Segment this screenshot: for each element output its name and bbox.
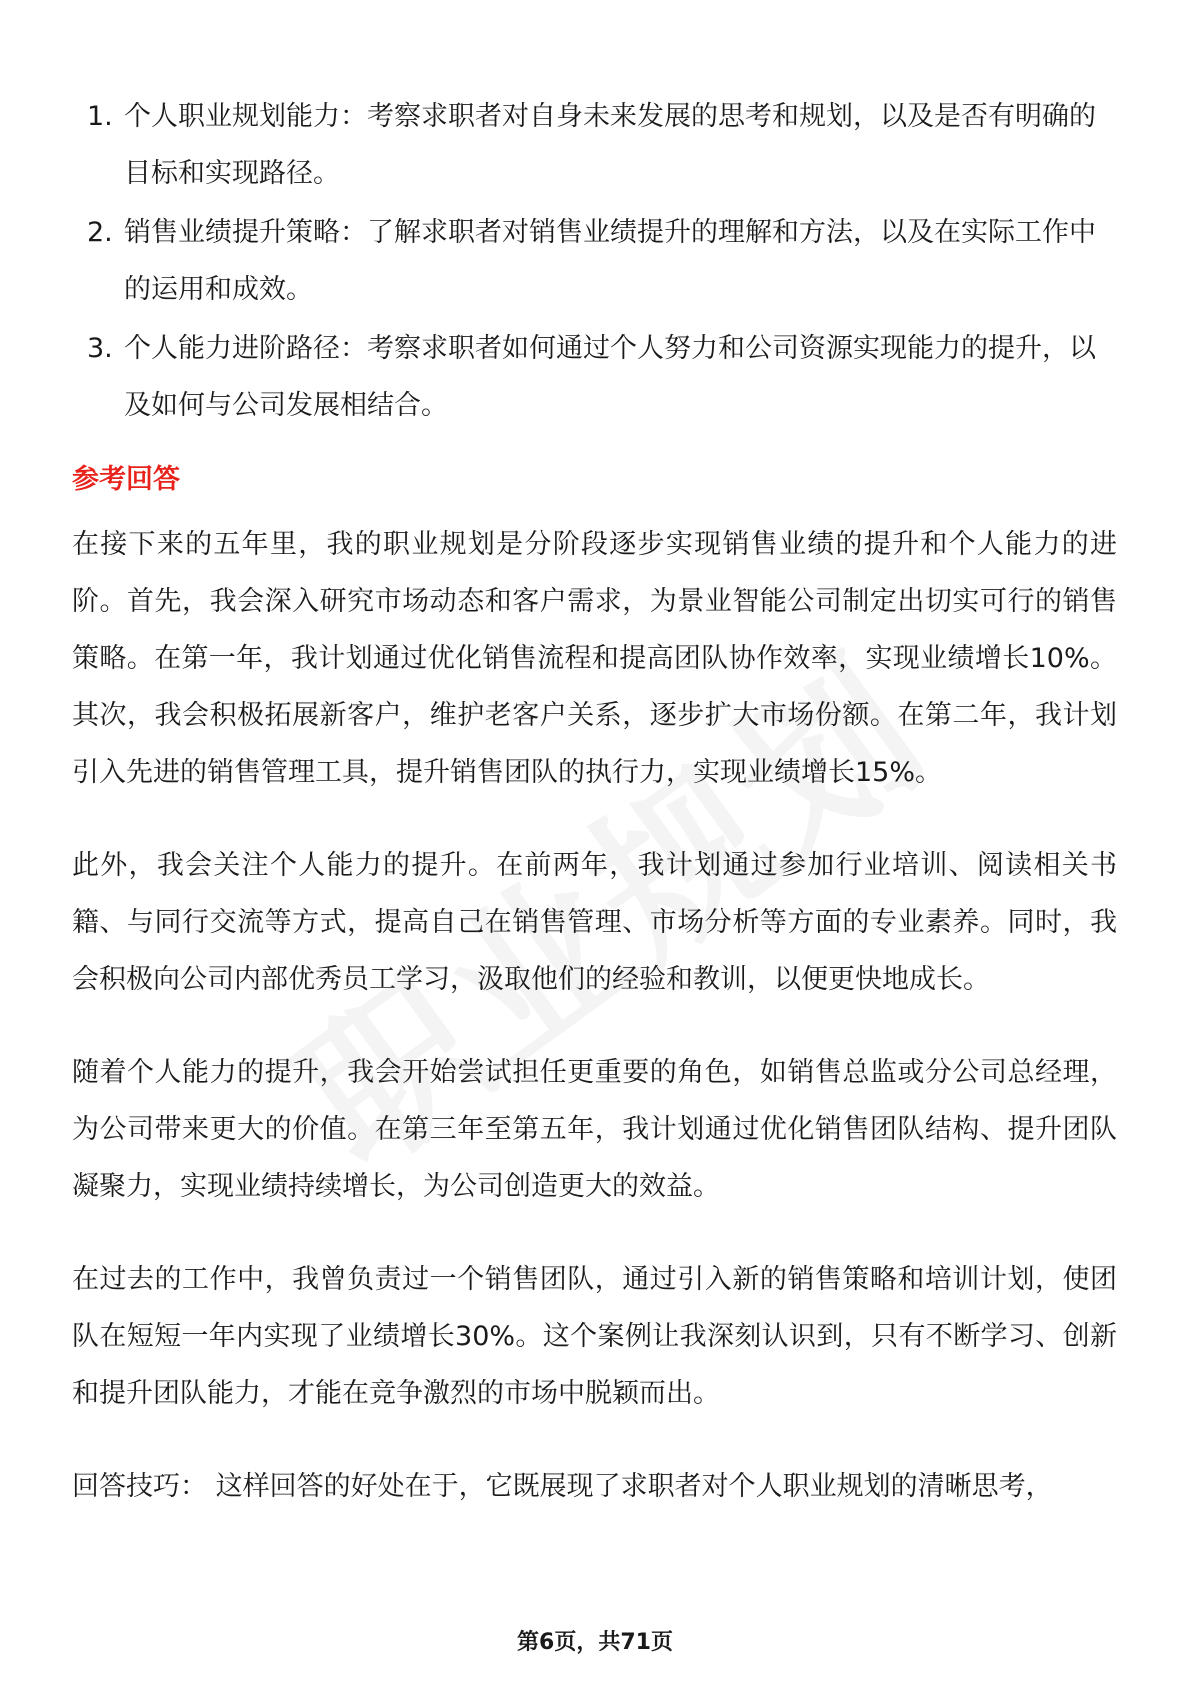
answer-paragraph: 在接下来的五年里，我的职业规划是分阶段逐步实现销售业绩的提升和个人能力的进阶。首先，我会深入研究市场动态和客户需求，为景业智能公司制定出切实可行的销售策略。在第一年，我计划通过优化销售流程和提高团队协作效率，实现业绩增长10%。其次，我会积极拓展新客户，维护老客户关系，逐步扩大市场份额。在第二年，我计划引入先进的销售管理工具，提升销售团队的执行力，实现业绩增长15%。 bbox=[72, 529, 1117, 788]
list-item-text: 个人能力进阶路径：考察求职者如何通过个人努力和公司资源实现能力的提升，以及如何与公司发展相结合。 bbox=[124, 333, 1096, 421]
list-item-text: 个人职业规划能力：考察求职者对自身未来发展的思考和规划，以及是否有明确的目标和实现路径。 bbox=[124, 101, 1096, 189]
list-item-text: 销售业绩提升策略：了解求职者对销售业绩提升的理解和方法，以及在实际工作中的运用和成效。 bbox=[124, 217, 1096, 305]
answer-paragraph: 在过去的工作中，我曾负责过一个销售团队，通过引入新的销售策略和培训计划，使团队在短短一年内实现了业绩增长30%。这个案例让我深刻认识到，只有不断学习、创新和提升团队能力，才能在竞争激烈的市场中脱颖而出。 bbox=[72, 1264, 1117, 1409]
list-item-number: 2. bbox=[87, 217, 113, 248]
answer-tip: 回答技巧： 这样回答的好处在于，它既展现了求职者对个人职业规划的清晰思考， bbox=[72, 1471, 1053, 1502]
evaluation-points-list bbox=[72, 88, 1117, 434]
list-item bbox=[72, 88, 1117, 202]
answer-paragraph: 此外，我会关注个人能力的提升。在前两年，我计划通过参加行业培训、阅读相关书籍、与同行交流等方式，提高自己在销售管理、市场分析等方面的专业素养。同时，我会积极向公司内部优秀员工学习，汲取他们的经验和教训，以便更快地成长。 bbox=[72, 850, 1117, 995]
document-page bbox=[72, 88, 1117, 1515]
list-item-number: 3. bbox=[87, 333, 113, 364]
page-number: 第6页，共71页 bbox=[517, 1630, 673, 1655]
list-item bbox=[72, 204, 1117, 318]
section-title-reference-answer: 参考回答 bbox=[72, 464, 180, 495]
list-item-number: 1. bbox=[87, 101, 113, 132]
answer-paragraph: 随着个人能力的提升，我会开始尝试担任更重要的角色，如销售总监或分公司总经理，为公司带来更大的价值。在第三年至第五年，我计划通过优化销售团队结构、提升团队凝聚力，实现业绩持续增长，为公司创造更大的效益。 bbox=[72, 1057, 1117, 1202]
list-item bbox=[72, 320, 1117, 434]
